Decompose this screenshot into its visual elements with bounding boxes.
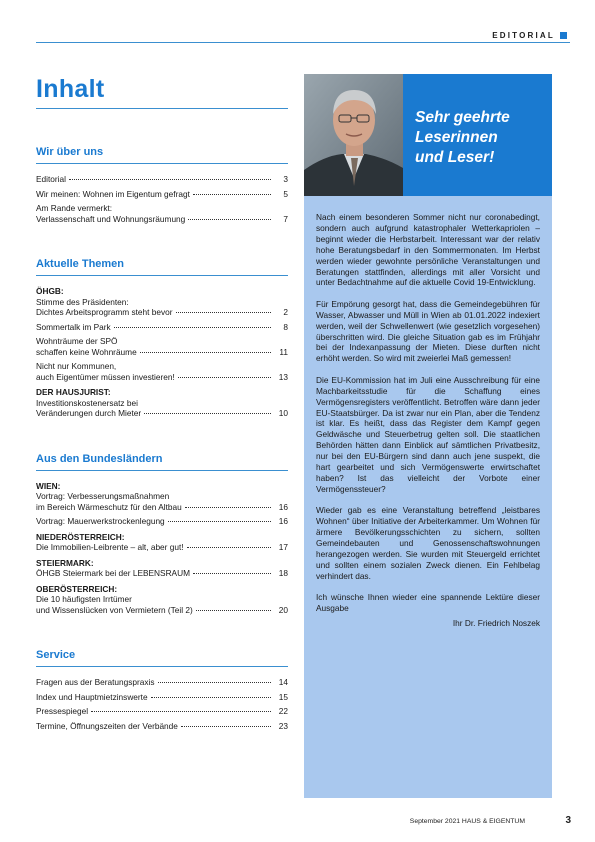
greeting-banner xyxy=(403,74,552,196)
toc-entry-line xyxy=(36,203,288,214)
dot-leader xyxy=(91,711,271,712)
section-marker xyxy=(560,32,567,39)
toc-section xyxy=(36,146,288,224)
toc-page-number: 8 xyxy=(283,321,288,332)
toc-entry[interactable] xyxy=(36,398,288,419)
editorial-panel xyxy=(304,74,552,798)
toc-entry-line xyxy=(36,174,288,185)
signature: Ihr Dr. Friedrich Noszek xyxy=(452,617,540,628)
toc-entry[interactable] xyxy=(36,336,288,357)
toc-entry-title: Veränderungen durch Mieter xyxy=(36,408,142,418)
toc-entry-title: Vortrag: Verbesserungsmaßnahmen xyxy=(36,491,170,501)
page-title: Inhalt xyxy=(36,75,105,103)
dot-leader xyxy=(187,547,271,548)
header-rule xyxy=(36,42,570,43)
toc-section-heading: Aus den Bundesländern xyxy=(36,452,163,465)
dot-leader xyxy=(185,507,271,508)
dot-leader xyxy=(193,194,271,195)
section-rule xyxy=(36,163,288,164)
toc-category: OBERÖSTERREICH: xyxy=(36,583,118,594)
editorial-paragraph: Die EU-Kommission hat im Juli eine Ausschreibung für eine Machbarkeitsstudie für die Schaffung eines Vermögensregisters veröffentlicht. Betroffen wäre dann jeder EU-Staatsbürger. Da ist zwar nur ein Plan, aber die Tendenz ist klar. Es heißt, dass das Register dem Kampf gegen Geldwäsche und Steuerbetrug gelten soll. Die staatlichen Behörden hätten dann Einblick auf sämtlichen Privatbesitz, nur bei den EU-Bürgern sind dann auch jene suspekt, die hart gearbeitet und sich Vermögenswerte erwirtschaftet haben? Ist das vielleicht der Vorbote einer Vermögenssteuer? xyxy=(316,374,540,494)
toc-entry-title: Sommertalk im Park xyxy=(36,321,111,332)
section-rule xyxy=(36,470,288,471)
toc-entry-line xyxy=(36,502,288,513)
toc-section xyxy=(36,258,288,419)
toc-entry[interactable] xyxy=(36,721,288,732)
dot-leader xyxy=(151,697,271,698)
dot-leader xyxy=(193,573,271,574)
toc-section xyxy=(36,649,288,731)
editorial-paragraph: Ich wünsche Ihnen wieder eine spannende Lektüre dieser Ausgabe xyxy=(316,592,540,613)
toc-entry-title: Termine, Öffnungszeiten der Verbände xyxy=(36,720,178,731)
toc-page-number: 16 xyxy=(278,516,288,526)
dot-leader xyxy=(196,610,271,611)
toc-page-number: 23 xyxy=(278,720,288,731)
toc-category: STEIERMARK: xyxy=(36,557,94,568)
dot-leader xyxy=(188,219,271,220)
toc-entry-title: Die Immobilien-Leibrente – alt, aber gut! xyxy=(36,542,184,552)
section-label: EDITORIAL xyxy=(492,31,555,40)
toc-entry-line xyxy=(36,542,288,553)
footer-issue: September 2021 HAUS & EIGENTUM xyxy=(409,818,525,825)
toc-entry-line xyxy=(36,322,288,333)
greeting-heading: Sehr geehrte Leserinnen und Leser! xyxy=(415,109,510,166)
toc-entry[interactable] xyxy=(36,203,288,224)
toc-entry[interactable] xyxy=(36,594,288,615)
toc-entry[interactable] xyxy=(36,706,288,717)
table-of-contents xyxy=(36,74,288,735)
toc-entry-line xyxy=(36,336,288,347)
toc-entry[interactable] xyxy=(36,322,288,333)
toc-page-number: 18 xyxy=(278,568,288,578)
editorial-paragraph: Für Empörung gesorgt hat, dass die Gemeindegebühren für Wasser, Abwasser und Müll in Wien ab 01.01.2022 indexiert werden, weil der Schwellenwert (wie gesetzlich vorgesehen) überschritten wird. Die gleiche Situation gab es im Frühjahr bei der Indexanpassung der Mieten. Diese durften nicht erhöht werden. So wird mit zweierlei Maß gemessen! xyxy=(316,298,540,364)
toc-section-heading: Aktuelle Themen xyxy=(36,258,125,270)
toc-page-number: 14 xyxy=(278,677,288,687)
toc-entry-title: und Wissenslücken von Vermietern (Teil 2) xyxy=(36,604,193,615)
toc-entry-title: Investitionskostenersatz bei xyxy=(36,397,138,408)
toc-entry-title: Dichtes Arbeitsprogramm steht bevor xyxy=(36,307,173,317)
toc-page-number: 17 xyxy=(278,542,288,552)
author-photo xyxy=(304,74,403,196)
toc-entry-title: Am Rande vermerkt: xyxy=(36,203,113,213)
toc-entry-line xyxy=(36,692,288,703)
toc-entry-title: Die 10 häufigsten Irrtümer xyxy=(36,594,132,604)
toc-entry[interactable] xyxy=(36,491,288,512)
toc-entry-line xyxy=(36,347,288,358)
dot-leader xyxy=(178,377,271,378)
toc-entry-line xyxy=(36,398,288,409)
dot-leader xyxy=(181,726,271,727)
toc-entry-title: Wohnträume der SPÖ xyxy=(36,336,118,346)
toc-entry-line xyxy=(36,677,288,688)
toc-section xyxy=(36,453,288,616)
dot-leader xyxy=(158,682,271,683)
toc-sections xyxy=(36,146,288,731)
toc-category: WIEN: xyxy=(36,480,61,491)
toc-entry-line xyxy=(36,408,288,419)
toc-entry-title: schaffen keine Wohnräume xyxy=(36,346,137,357)
toc-page-number: 13 xyxy=(278,371,288,382)
toc-entry-title: Vortrag: Mauerwerkstrockenlegung xyxy=(36,516,165,526)
toc-section-heading: Service xyxy=(36,649,76,661)
toc-category: DER HAUSJURIST: xyxy=(36,387,111,397)
toc-entry-line xyxy=(36,214,288,225)
toc-entry-title: Pressespiegel xyxy=(36,706,89,716)
toc-entry-title: Editorial xyxy=(36,174,66,184)
toc-entry[interactable] xyxy=(36,189,288,200)
toc-entry[interactable] xyxy=(36,677,288,688)
section-rule xyxy=(36,666,288,667)
toc-entry-line xyxy=(36,189,288,200)
toc-page-number: 20 xyxy=(278,604,288,615)
toc-page-number: 7 xyxy=(283,213,288,224)
toc-entry-line xyxy=(36,491,288,502)
toc-page-number: 10 xyxy=(278,408,288,418)
toc-page-number: 2 xyxy=(283,307,288,317)
toc-entry-title: Stimme des Präsidenten: xyxy=(36,296,129,307)
toc-entry[interactable] xyxy=(36,516,288,527)
editorial-paragraph: Nach einem besonderen Sommer nicht nur coronabedingt, sondern auch aufgrund katastrophaler Wetterkapriolen – beginnt wieder die Herbstarbeit. Interessant war der relativ hohe Beratungsbedarf in den Sommermonaten. Im Herbst werden wieder gewohnte persönliche Veranstaltungen und Beratungen stattfinden, allerdings mit aller Vorsicht und unter Bedachtnahme auf die aktuelle Covid 19-Entwicklung. xyxy=(316,212,540,288)
toc-entry-line xyxy=(36,594,288,605)
toc-category: ÖHGB: xyxy=(36,286,64,296)
toc-section-heading: Wir über uns xyxy=(36,146,104,158)
toc-entry-line xyxy=(36,307,288,318)
toc-entry-line xyxy=(36,372,288,383)
editorial-body xyxy=(316,212,540,629)
toc-entry-title: Nicht nur Kommunen, xyxy=(36,361,117,371)
toc-entry-title: Verlassenschaft und Wohnungsräumung xyxy=(36,213,186,224)
toc-page-number: 16 xyxy=(278,501,288,512)
toc-category: NIEDERÖSTERREICH: xyxy=(36,531,125,542)
dot-leader xyxy=(140,352,271,353)
toc-entry-title: im Bereich Wärmeschutz für den Altbau xyxy=(36,501,182,512)
toc-entry[interactable] xyxy=(36,542,288,553)
portrait-image xyxy=(304,74,403,196)
toc-entry[interactable] xyxy=(36,692,288,703)
toc-entry-line xyxy=(36,297,288,308)
toc-page-number: 15 xyxy=(278,691,288,702)
toc-entry-line xyxy=(36,721,288,732)
toc-entry-line xyxy=(36,706,288,717)
dot-leader xyxy=(176,312,272,313)
toc-page-number: 11 xyxy=(279,346,288,357)
dot-leader xyxy=(69,179,271,180)
title-rule xyxy=(36,108,288,109)
dot-leader xyxy=(144,413,271,414)
toc-entry-title: Fragen aus der Beratungspraxis xyxy=(36,677,155,687)
toc-entry[interactable] xyxy=(36,297,288,318)
toc-entry[interactable] xyxy=(36,361,288,382)
toc-entry[interactable] xyxy=(36,568,288,579)
section-rule xyxy=(36,275,288,276)
toc-entry[interactable] xyxy=(36,174,288,185)
toc-page-number: 22 xyxy=(278,706,288,716)
page-number: 3 xyxy=(565,815,571,826)
toc-entry-line xyxy=(36,605,288,616)
dot-leader xyxy=(114,327,271,328)
toc-entry-title: Index und Hauptmietzinswerte xyxy=(36,691,148,702)
toc-entry-line xyxy=(36,516,288,527)
toc-entry-title: ÖHGB Steiermark bei der LEBENSRAUM xyxy=(36,568,190,578)
toc-entry-line xyxy=(36,568,288,579)
toc-entry-title: auch Eigentümer müssen investieren! xyxy=(36,371,175,382)
toc-entry-title: Wir meinen: Wohnen im Eigentum gefragt xyxy=(36,188,190,199)
toc-page-number: 5 xyxy=(283,188,288,199)
toc-entry-line xyxy=(36,361,288,372)
dot-leader xyxy=(168,521,271,522)
editorial-paragraph: Wieder gab es eine Veranstaltung betreffend „leistbares Wohnen“ über Initiative der Arbeiterkammer. Um Wohnen für ärmere Bevölkerungsschichten zu sichern, sollten Gemeindebauten und Genossenschaftswohnungen herangezogen werden. Sie wurden mit Steuergeld errichtet und sollten einem sozialen Zweck dienen. Ein Fehlbelag verhindert das. xyxy=(316,505,540,581)
toc-page-number: 3 xyxy=(283,174,288,184)
